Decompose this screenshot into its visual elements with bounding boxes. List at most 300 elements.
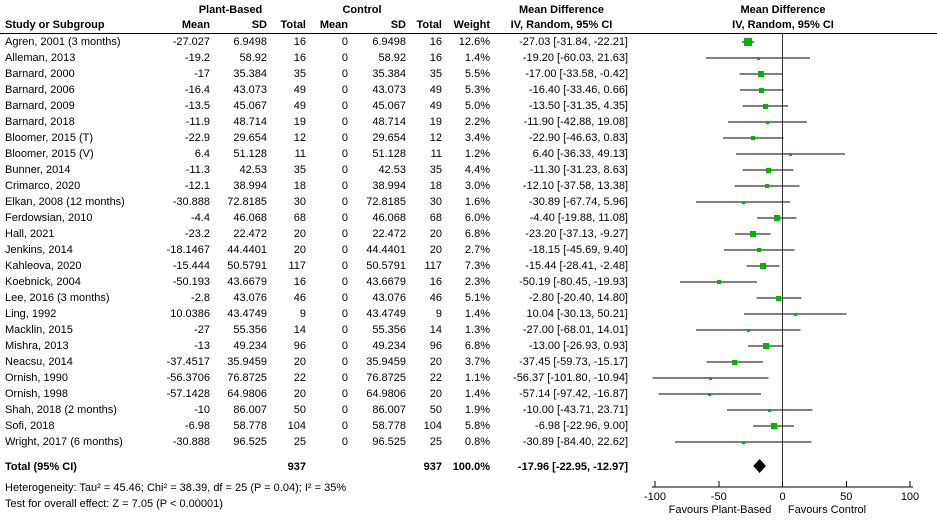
cell-weight: 4.4% [464, 164, 490, 176]
cell-pb_total: 22 [293, 372, 306, 384]
cell-c_mean: 0 [341, 68, 348, 80]
cell-c_total: 19 [429, 116, 442, 128]
cell-c_sd: 58.92 [378, 52, 406, 64]
cell-ci_text: 10.04 [-30.13, 50.21] [526, 308, 628, 320]
cell-pb_total: 49 [293, 100, 306, 112]
effect-marker [708, 393, 711, 396]
study-row [0, 162, 640, 178]
cell-c_total: 22 [429, 372, 442, 384]
cell-c_sd: 46.068 [372, 212, 406, 224]
cell-weight: 2.3% [464, 276, 490, 288]
effect-marker [757, 57, 760, 60]
cell-pb_mean: -13 [194, 340, 210, 352]
cell-c_mean: 0 [341, 244, 348, 256]
cell-c_sd: 44.4401 [366, 244, 406, 256]
cell-c_sd: 35.384 [372, 68, 406, 80]
study-row [0, 242, 640, 258]
cell-pb_sd: 49.234 [233, 340, 267, 352]
cell-ci_text: -23.20 [-37.13, -9.27] [525, 228, 628, 240]
favours-left-label: Favours Plant-Based [668, 504, 772, 516]
cell-c_total: 49 [429, 84, 442, 96]
cell-pb_sd: 64.9806 [227, 388, 267, 400]
cell-name: Barnard, 2018 [5, 116, 75, 128]
cell-c_total: 68 [429, 212, 442, 224]
cell-weight: 6.8% [464, 228, 490, 240]
study-row [0, 434, 640, 450]
cell-c_mean: 0 [341, 372, 348, 384]
cell-pb_mean: -10 [194, 404, 210, 416]
cell-c_sd: 22.472 [372, 228, 406, 240]
cell-c_sd: 49.234 [372, 340, 406, 352]
cell-pb_sd: 58.778 [233, 420, 267, 432]
cell-c_total: 20 [429, 228, 442, 240]
cell-c_total: 16 [429, 36, 442, 48]
cell-ci_text: -12.10 [-37.58, 13.38] [522, 180, 628, 192]
cell-name: Kahleova, 2020 [5, 260, 82, 272]
cell-weight: 1.1% [464, 372, 490, 384]
cell-pb_mean: 6.4 [194, 148, 210, 160]
cell-pb_sd: 35.384 [233, 68, 267, 80]
cell-c_mean: 0 [341, 36, 348, 48]
cell-pb_total: 35 [293, 164, 306, 176]
cell-ci_text: -10.00 [-43.71, 23.71] [522, 404, 628, 416]
study-row [0, 386, 640, 402]
cell-pb_mean: -27.027 [172, 36, 210, 48]
cell-c_mean: 0 [341, 100, 348, 112]
effect-marker [766, 168, 771, 173]
cell-weight: 0.8% [464, 436, 490, 448]
cell-pb_mean: -6.98 [184, 420, 210, 432]
favours-right-label: Favours Control [787, 504, 867, 516]
cell-pb_mean: -30.888 [172, 436, 210, 448]
cell-ci_text: -22.90 [-46.63, 0.83] [528, 132, 628, 144]
study-row [0, 34, 640, 50]
column-header-c-total: Total [416, 19, 442, 31]
cell-pb_mean: -13.5 [184, 100, 210, 112]
cell-weight: 1.4% [464, 52, 490, 64]
cell-c_mean: 0 [341, 52, 348, 64]
cell-name: Agren, 2001 (3 months) [5, 36, 121, 48]
cell-pb_total: 96 [293, 340, 306, 352]
cell-pb_total: 117 [288, 260, 306, 272]
cell-pb_sd: 43.4749 [227, 308, 267, 320]
cell-pb_total: 20 [293, 356, 306, 368]
cell-name: Ferdowsian, 2010 [5, 212, 93, 224]
cell-pb_total: 12 [293, 132, 306, 144]
cell-c_total: 25 [429, 436, 442, 448]
effect-marker [759, 88, 764, 93]
study-row [0, 370, 640, 386]
cell-c_mean: 0 [341, 404, 348, 416]
cell-c_sd: 35.9459 [366, 356, 406, 368]
cell-pb_mean: -37.4517 [166, 356, 210, 368]
column-header-iv-plot: IV, Random, 95% CI [732, 19, 834, 31]
cell-name: Ornish, 1998 [5, 388, 68, 400]
axis-tick-label: -50 [710, 491, 727, 503]
cell-ci_text: -11.90 [-42.88, 19.08] [523, 116, 628, 128]
cell-name: Macklin, 2015 [5, 324, 73, 336]
cell-c_mean: 0 [341, 308, 348, 320]
cell-pb_sd: 44.4401 [227, 244, 267, 256]
effect-marker [709, 377, 712, 380]
cell-name: Wright, 2017 (6 months) [5, 436, 123, 448]
study-row [0, 226, 640, 242]
cell-pb_total: 20 [293, 244, 306, 256]
cell-c_sd: 29.654 [372, 132, 406, 144]
cell-name: Bloomer, 2015 (V) [5, 148, 94, 160]
cell-name: Ornish, 1990 [5, 372, 68, 384]
cell-pb_total: 16 [293, 36, 306, 48]
cell-name: Bunner, 2014 [5, 164, 71, 176]
axis-tick-label: 0 [779, 491, 786, 503]
cell-pb_mean: -22.9 [184, 132, 210, 144]
cell-pb_sd: 46.068 [233, 212, 267, 224]
cell-pb_mean: -4.4 [191, 212, 210, 224]
cell-c_sd: 72.8185 [366, 196, 406, 208]
cell-c_mean: 0 [341, 228, 348, 240]
cell-pb_sd: 48.714 [233, 116, 267, 128]
cell-pb_sd: 86.007 [233, 404, 267, 416]
effect-marker [766, 121, 769, 124]
cell-c_sd: 51.128 [372, 148, 406, 160]
cell-pb_sd: 58.92 [239, 52, 267, 64]
cell-pb_sd: 72.8185 [227, 196, 267, 208]
cell-ci_text: -57.14 [-97.42, -16.87] [519, 388, 628, 400]
cell-pb_sd: 22.472 [233, 228, 267, 240]
cell-c_sd: 38.994 [372, 180, 406, 192]
cell-ci_text: -13.00 [-26.93, 0.93] [528, 340, 628, 352]
cell-ci_text: -37.45 [-59.73, -15.17] [519, 356, 628, 368]
cell-c_mean: 0 [341, 132, 348, 144]
cell-pb_sd: 76.8725 [227, 372, 267, 384]
study-row [0, 258, 640, 274]
study-row [0, 290, 640, 306]
cell-pb_sd: 29.654 [233, 132, 267, 144]
cell-pb_total: 9 [299, 308, 306, 320]
cell-c_sd: 48.714 [372, 116, 406, 128]
total-ci-text: -17.96 [-22.95, -12.97] [517, 461, 628, 473]
effect-marker [794, 313, 797, 316]
cell-pb_mean: -19.2 [184, 52, 210, 64]
cell-c_total: 50 [429, 404, 442, 416]
cell-name: Shah, 2018 (2 months) [5, 404, 117, 416]
study-row [0, 322, 640, 338]
cell-c_sd: 43.073 [372, 84, 406, 96]
study-row [0, 354, 640, 370]
cell-pb_total: 11 [294, 148, 306, 160]
cell-c_mean: 0 [341, 116, 348, 128]
cell-c_total: 12 [429, 132, 442, 144]
cell-pb_mean: 10.0386 [170, 308, 210, 320]
study-row [0, 130, 640, 146]
effect-marker [744, 38, 752, 46]
cell-c_mean: 0 [341, 356, 348, 368]
cell-pb_mean: -11.9 [185, 116, 210, 128]
cell-pb_sd: 43.073 [233, 84, 267, 96]
effect-marker [789, 153, 792, 156]
cell-c_sd: 55.356 [372, 324, 406, 336]
cell-name: Neacsu, 2014 [5, 356, 73, 368]
cell-weight: 2.2% [464, 116, 490, 128]
cell-c_mean: 0 [341, 276, 348, 288]
study-row [0, 306, 640, 322]
cell-name: Bloomer, 2015 (T) [5, 132, 94, 144]
cell-pb_mean: -27 [194, 324, 210, 336]
cell-pb_total: 30 [293, 196, 306, 208]
cell-ci_text: -15.44 [-28.41, -2.48] [525, 260, 628, 272]
cell-c_sd: 42.53 [378, 164, 406, 176]
cell-pb_sd: 42.53 [239, 164, 267, 176]
total-diamond [753, 459, 766, 473]
effect-marker [758, 71, 764, 77]
cell-name: Barnard, 2006 [5, 84, 75, 96]
cell-pb_mean: -2.8 [191, 292, 210, 304]
cell-c_mean: 0 [341, 388, 348, 400]
study-row [0, 274, 640, 290]
cell-ci_text: -27.03 [-31.84, -22.21] [519, 36, 628, 48]
cell-weight: 12.6% [458, 36, 490, 48]
cell-pb_total: 50 [293, 404, 306, 416]
cell-pb_mean: -30.888 [172, 196, 210, 208]
axis-tick-label: 50 [840, 491, 853, 503]
cell-pb_total: 19 [293, 116, 306, 128]
cell-weight: 1.4% [464, 308, 490, 320]
cell-c_sd: 43.4749 [366, 308, 406, 320]
effect-marker [776, 296, 781, 301]
cell-weight: 1.3% [464, 324, 490, 336]
column-header-c-mean: Mean [319, 19, 348, 31]
cell-weight: 5.3% [464, 84, 490, 96]
cell-weight: 1.9% [464, 404, 490, 416]
cell-pb_sd: 38.994 [233, 180, 267, 192]
effect-marker [717, 280, 721, 284]
cell-c_mean: 0 [341, 84, 348, 96]
cell-c_total: 35 [429, 164, 442, 176]
effect-marker [757, 248, 761, 252]
cell-weight: 3.7% [464, 356, 490, 368]
cell-c_total: 20 [429, 356, 442, 368]
cell-ci_text: -4.40 [-19.88, 11.08] [529, 212, 628, 224]
cell-weight: 2.7% [464, 244, 490, 256]
total-pb-total: 937 [287, 461, 306, 473]
cell-pb_mean: -11.3 [185, 164, 210, 176]
cell-name: Lee, 2016 (3 months) [5, 292, 110, 304]
study-row [0, 114, 640, 130]
cell-name: Sofi, 2018 [5, 420, 55, 432]
cell-ci_text: -11.30 [-31.23, 8.63] [529, 164, 628, 176]
column-header-pb-total: Total [280, 19, 306, 31]
cell-ci_text: -17.00 [-33.58, -0.42] [525, 68, 628, 80]
cell-weight: 1.6% [464, 196, 490, 208]
cell-weight: 3.4% [464, 132, 490, 144]
cell-c_mean: 0 [341, 420, 348, 432]
effect-marker [732, 360, 737, 365]
effect-marker [750, 231, 756, 237]
cell-c_total: 49 [429, 100, 442, 112]
cell-name: Barnard, 2000 [5, 68, 75, 80]
axis-tick-label: -100 [643, 491, 667, 503]
cell-c_total: 11 [430, 148, 442, 160]
cell-pb_mean: -50.193 [172, 276, 210, 288]
cell-c_total: 16 [429, 276, 442, 288]
cell-pb_mean: -56.3706 [166, 372, 210, 384]
effect-marker [763, 104, 768, 109]
cell-c_total: 18 [429, 180, 442, 192]
cell-name: Jenkins, 2014 [5, 244, 73, 256]
cell-c_sd: 43.076 [372, 292, 406, 304]
cell-c_sd: 64.9806 [366, 388, 406, 400]
total-label: Total (95% CI) [5, 461, 77, 473]
cell-ci_text: -13.50 [-31.35, 4.35] [528, 100, 628, 112]
effect-marker [742, 201, 745, 204]
group-header-plant-based: Plant-Based [198, 4, 263, 16]
total-c-total: 937 [423, 461, 442, 473]
cell-pb_mean: -17 [194, 68, 210, 80]
column-header-pb-sd: SD [251, 19, 267, 31]
effect-marker [763, 343, 769, 349]
cell-pb_sd: 43.6679 [227, 276, 267, 288]
cell-c_total: 46 [429, 292, 442, 304]
total-weight: 100.0% [452, 461, 490, 473]
cell-weight: 6.0% [464, 212, 490, 224]
cell-c_total: 96 [429, 340, 442, 352]
total-row [0, 459, 640, 475]
cell-pb_total: 68 [293, 212, 306, 224]
cell-c_mean: 0 [341, 212, 348, 224]
cell-c_total: 14 [429, 324, 442, 336]
study-row [0, 210, 640, 226]
cell-name: Crimarco, 2020 [5, 180, 81, 192]
cell-name: Mishra, 2013 [5, 340, 69, 352]
study-row [0, 194, 640, 210]
study-row [0, 146, 640, 162]
study-row [0, 82, 640, 98]
column-header-iv-text: IV, Random, 95% CI [510, 19, 613, 31]
cell-pb_total: 14 [293, 324, 306, 336]
cell-c_total: 104 [423, 420, 442, 432]
cell-pb_mean: -23.2 [184, 228, 210, 240]
cell-pb_total: 20 [293, 388, 306, 400]
cell-c_mean: 0 [341, 164, 348, 176]
cell-pb_sd: 51.128 [233, 148, 267, 160]
cell-c_sd: 50.5791 [366, 260, 406, 272]
cell-pb_total: 25 [293, 436, 306, 448]
cell-c_total: 9 [435, 308, 442, 320]
group-header-control: Control [342, 4, 382, 16]
cell-c_total: 30 [429, 196, 442, 208]
cell-pb_mean: -16.4 [184, 84, 210, 96]
study-row [0, 402, 640, 418]
effect-marker [774, 215, 780, 221]
cell-pb_total: 16 [293, 276, 306, 288]
cell-ci_text: -18.15 [-45.69, 9.40] [528, 244, 628, 256]
cell-weight: 5.8% [464, 420, 490, 432]
cell-weight: 6.8% [464, 340, 490, 352]
cell-ci_text: 6.40 [-36.33, 49.13] [532, 148, 628, 160]
effect-marker [747, 329, 750, 332]
cell-pb_mean: -15.444 [172, 260, 210, 272]
cell-pb_mean: -12.1 [184, 180, 210, 192]
cell-c_sd: 6.9498 [372, 36, 406, 48]
cell-c_mean: 0 [341, 196, 348, 208]
cell-pb_total: 46 [293, 292, 306, 304]
cell-ci_text: -2.80 [-20.40, 14.80] [528, 292, 628, 304]
cell-c_mean: 0 [341, 148, 348, 160]
cell-pb_sd: 35.9459 [227, 356, 267, 368]
cell-pb_sd: 96.525 [233, 436, 267, 448]
cell-pb_sd: 50.5791 [227, 260, 267, 272]
effect-marker [765, 184, 769, 188]
effect-marker [751, 136, 755, 140]
cell-name: Koebnick, 2004 [5, 276, 81, 288]
effect-marker [768, 409, 771, 412]
cell-c_mean: 0 [341, 340, 348, 352]
axis-tick-label: 100 [900, 491, 920, 503]
cell-weight: 5.5% [464, 68, 490, 80]
cell-name: Ling, 1992 [5, 308, 57, 320]
effect-marker [771, 423, 777, 429]
cell-ci_text: -6.98 [-22.96, 9.00] [535, 420, 628, 432]
cell-pb_mean: -18.1467 [166, 244, 210, 256]
study-row [0, 338, 640, 354]
cell-pb_total: 104 [287, 420, 306, 432]
cell-name: Elkan, 2008 (12 months) [5, 196, 125, 208]
cell-pb_total: 35 [293, 68, 306, 80]
study-row [0, 50, 640, 66]
cell-ci_text: -56.37 [-101.80, -10.94] [513, 372, 628, 384]
cell-c_sd: 76.8725 [366, 372, 406, 384]
cell-weight: 5.0% [464, 100, 490, 112]
cell-weight: 7.3% [464, 260, 490, 272]
column-header-c-sd: SD [390, 19, 406, 31]
cell-pb_mean: -57.1428 [166, 388, 210, 400]
group-header-mean-difference-plot: Mean Difference [740, 4, 826, 16]
cell-c_mean: 0 [341, 292, 348, 304]
cell-c_sd: 43.6679 [366, 276, 406, 288]
cell-c_total: 35 [429, 68, 442, 80]
column-header-study: Study or Subgroup [5, 19, 105, 31]
study-row [0, 418, 640, 434]
cell-c_sd: 86.007 [372, 404, 406, 416]
cell-weight: 1.4% [464, 388, 490, 400]
cell-pb_sd: 45.067 [233, 100, 267, 112]
cell-ci_text: -30.89 [-84.40, 22.62] [522, 436, 628, 448]
cell-pb_total: 20 [293, 228, 306, 240]
effect-marker [760, 263, 766, 269]
cell-pb_sd: 6.9498 [233, 36, 267, 48]
cell-c_sd: 58.778 [372, 420, 406, 432]
cell-name: Alleman, 2013 [5, 52, 76, 64]
cell-c_total: 117 [424, 260, 442, 272]
column-header-weight: Weight [453, 19, 490, 31]
heterogeneity-stats: Heterogeneity: Tau² = 45.46; Chi² = 38.39, df = 25 (P = 0.04); I² = 35% [5, 482, 347, 494]
cell-weight: 5.1% [464, 292, 490, 304]
cell-c_mean: 0 [341, 180, 348, 192]
cell-ci_text: -50.19 [-80.45, -19.93] [519, 276, 628, 288]
study-row [0, 178, 640, 194]
column-header-pb-mean: Mean [181, 19, 210, 31]
cell-pb_total: 16 [293, 52, 306, 64]
cell-ci_text: -27.00 [-68.01, 14.01] [522, 324, 628, 336]
cell-c_total: 20 [429, 244, 442, 256]
study-row [0, 66, 640, 82]
cell-pb_total: 18 [293, 180, 306, 192]
study-row [0, 98, 640, 114]
cell-weight: 1.2% [464, 148, 490, 160]
cell-c_sd: 96.525 [372, 436, 406, 448]
cell-pb_total: 49 [293, 84, 306, 96]
cell-c_sd: 45.067 [372, 100, 406, 112]
